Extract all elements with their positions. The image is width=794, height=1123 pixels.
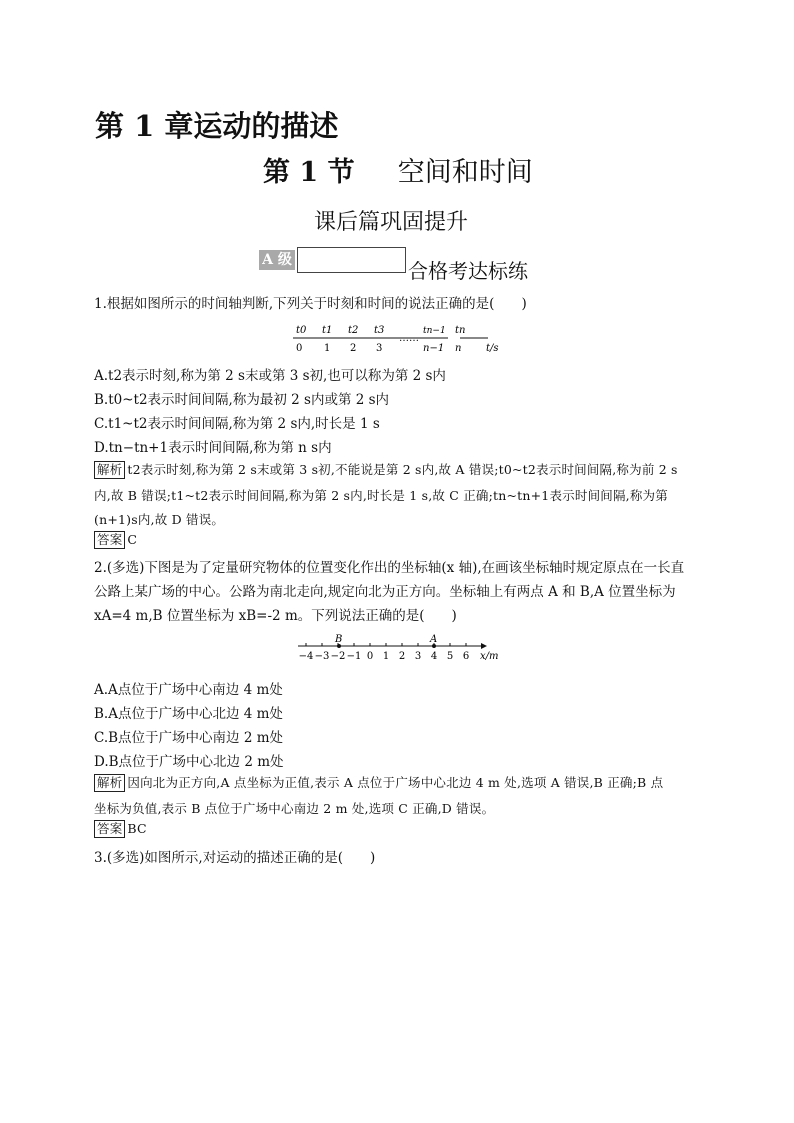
q1-timeline-figure [288, 320, 508, 356]
q1-option-b: B.t0~t2表示时间间隔,称为最初 2 s内或第 2 s内 [94, 392, 390, 408]
q1-stem: 1.根据如图所示的时间轴判断,下列关于时刻和时间的说法正确的是( ) [94, 296, 527, 312]
t-label-0: t0 [296, 325, 307, 336]
level-box [297, 247, 406, 273]
q2-option-a: A.A点位于广场中心南边 4 m处 [94, 682, 283, 698]
t-label-1: t1 [322, 325, 333, 336]
q2-axis-figure [296, 632, 506, 662]
q1-analysis-line-2: 内,故 B 错误;t1~t2表示时间间隔,称为第 2 s内,时长是 1 s,故 C 正确;tn~tn+1表示时间间隔,称为第 [94, 488, 668, 503]
answer-tag: 答案 [94, 820, 125, 838]
axis-tick-label: 2 [398, 651, 406, 662]
axis-tick-label: 0 [366, 651, 374, 662]
axis-tick-label: −2 [330, 651, 346, 662]
axis-tick-label: 1 [382, 651, 390, 662]
answer-tag: 答案 [94, 531, 125, 549]
axis-tick-label: 5 [446, 651, 454, 662]
n-label-4: n−1 [423, 343, 445, 354]
q1-answer [94, 531, 137, 549]
q2-stem-line-2: 公路上某广场的中心。公路为南北走向,规定向北为正方向。坐标轴上有两点 A 和 B,A 位置坐标为 [94, 584, 676, 600]
q2-answer [94, 820, 147, 838]
q2-analysis-line-2: 坐标为负值,表示 B 点位于广场中心南边 2 m 处,选项 C 正确,D 错误。 [94, 801, 495, 816]
q1-analysis-line-1 [94, 460, 678, 479]
q1-answer-value: C [127, 532, 138, 547]
q1-option-d: D.tn−tn+1表示时间间隔,称为第 n s内 [94, 440, 332, 456]
q2-analysis-line-1 [94, 773, 663, 792]
t-label-2: t2 [348, 325, 359, 336]
timeline-dots: …… [399, 333, 419, 344]
q2-analysis-text-1: 因向北为正方向,A 点坐标为正值,表示 A 点位于广场中心北边 4 m 处,选项 A 错误,B 正确;B 点 [127, 775, 664, 790]
q1-option-c: C.t1~t2表示时间间隔,称为第 2 s内,时长是 1 s [94, 416, 380, 432]
analysis-tag: 解析 [94, 461, 125, 479]
q2-stem-line-3: xA=4 m,B 位置坐标为 xB=-2 m。下列说法正确的是( ) [94, 608, 457, 624]
axis-tick-label: −1 [346, 651, 362, 662]
n-label-1: 1 [324, 343, 331, 354]
subtitle: 课后篇巩固提升 [314, 210, 469, 235]
axis-tick-label: 3 [414, 651, 422, 662]
axis-unit-label: x/m [480, 651, 499, 662]
q1-analysis-text-1: t2表示时刻,称为第 2 s末或第 3 s初,不能说是第 2 s内,故 A 错误;t0~t2表示时间间隔,称为前 2 s [127, 462, 678, 477]
n-label-3: 3 [376, 343, 383, 354]
q2-option-b: B.A点位于广场中心北边 4 m处 [94, 706, 283, 722]
n-label-0: 0 [296, 343, 303, 354]
axis-tick-label: −4 [298, 651, 314, 662]
chapter-title: 第 1 章运动的描述 [95, 109, 339, 143]
level-label: 合格考达标练 [408, 259, 528, 283]
section-number: 第 1 节 [263, 157, 355, 188]
section-heading [263, 150, 533, 189]
axis-tick-label: 6 [462, 651, 470, 662]
t-label-3: t3 [374, 325, 385, 336]
section-title: 空间和时间 [397, 157, 533, 188]
q2-stem-line-1: 2.(多选)下图是为了定量研究物体的位置变化作出的坐标轴(x 轴),在画该坐标轴时规定原点在一长直 [94, 560, 685, 576]
q2-option-c: C.B点位于广场中心南边 2 m处 [94, 730, 284, 746]
n-label-2: 2 [350, 343, 357, 354]
n-label-5: n [455, 343, 462, 354]
axis-tick-label: −3 [314, 651, 330, 662]
t-label-5: tn [455, 325, 466, 336]
analysis-tag: 解析 [94, 774, 125, 792]
point-a-label: A [430, 634, 438, 645]
q1-option-a: A.t2表示时刻,称为第 2 s末或第 3 s初,也可以称为第 2 s内 [94, 368, 446, 384]
q2-answer-value: BC [127, 821, 147, 836]
level-badge: A 级 [259, 250, 295, 270]
q3-stem: 3.(多选)如图所示,对运动的描述正确的是( ) [94, 850, 376, 866]
q2-option-d: D.B点位于广场中心北边 2 m处 [94, 754, 284, 770]
t-label-4: tn−1 [423, 326, 446, 336]
q1-analysis-line-3: (n+1)s内,故 D 错误。 [94, 512, 225, 527]
timeline-axis-label: t/s [486, 343, 499, 354]
axis-tick-label: 4 [430, 651, 438, 662]
point-b-label: B [335, 634, 343, 645]
